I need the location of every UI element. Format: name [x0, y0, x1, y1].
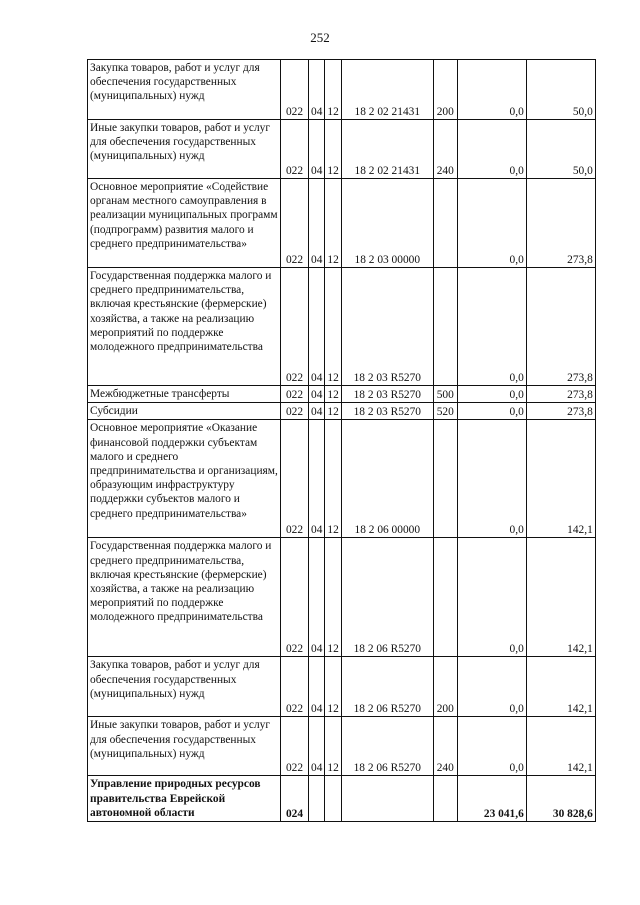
row-target-article: 18 2 03 R5270 [341, 268, 433, 386]
row-name: Управление природных ресурсов правительства Еврейской автономной области [88, 776, 281, 822]
row-ministry-code: 022 [281, 538, 309, 657]
row-amount-2: 30 828,6 [526, 776, 595, 822]
table-row [88, 120, 596, 179]
row-amount-2: 273,8 [526, 179, 595, 268]
row-target-article: 18 2 06 00000 [341, 420, 433, 538]
row-section-code: 04 [309, 386, 325, 403]
table-row [88, 403, 596, 420]
row-amount-1: 0,0 [457, 268, 526, 386]
row-name: Закупка товаров, работ и услуг для обеспечения государственных (муниципальных) нужд [88, 60, 281, 120]
row-target-article: 18 2 03 R5270 [341, 403, 433, 420]
row-ministry-code: 022 [281, 60, 309, 120]
row-expense-type: 200 [433, 657, 457, 717]
table-row [88, 268, 596, 386]
row-subsection-code: 12 [325, 120, 341, 179]
row-section-code: 04 [309, 120, 325, 179]
row-subsection-code: 12 [325, 179, 341, 268]
row-name: Закупка товаров, работ и услуг для обеспечения государственных (муниципальных) нужд [88, 657, 281, 717]
table-row [88, 538, 596, 657]
row-amount-2: 142,1 [526, 657, 595, 717]
row-ministry-code: 022 [281, 268, 309, 386]
row-subsection-code: 12 [325, 717, 341, 776]
row-ministry-code: 024 [281, 776, 309, 822]
row-subsection-code [325, 776, 341, 822]
row-subsection-code: 12 [325, 60, 341, 120]
row-section-code: 04 [309, 268, 325, 386]
row-expense-type: 240 [433, 120, 457, 179]
table-row [88, 60, 596, 120]
row-expense-type [433, 179, 457, 268]
row-section-code: 04 [309, 420, 325, 538]
row-subsection-code: 12 [325, 386, 341, 403]
table-row [88, 420, 596, 538]
page-number: 252 [310, 30, 330, 45]
row-expense-type: 240 [433, 717, 457, 776]
row-ministry-code: 022 [281, 120, 309, 179]
row-amount-1: 23 041,6 [457, 776, 526, 822]
row-amount-1: 0,0 [457, 386, 526, 403]
row-name: Иные закупки товаров, работ и услуг для обеспечения государственных (муниципальных) нужд [88, 717, 281, 776]
row-target-article: 18 2 06 R5270 [341, 538, 433, 657]
row-section-code [309, 776, 325, 822]
row-ministry-code: 022 [281, 403, 309, 420]
row-name: Основное мероприятие «Оказание финансовой поддержки субъектам малого и среднего предпринимательства и организациям, образующим инфраструктуру поддержки субъектов малого и среднего предпринимательства» [88, 420, 281, 538]
row-ministry-code: 022 [281, 420, 309, 538]
row-section-code: 04 [309, 717, 325, 776]
row-subsection-code: 12 [325, 420, 341, 538]
row-amount-1: 0,0 [457, 717, 526, 776]
row-amount-2: 50,0 [526, 120, 595, 179]
row-expense-type [433, 776, 457, 822]
row-name: Субсидии [88, 403, 281, 420]
row-amount-1: 0,0 [457, 179, 526, 268]
row-amount-2: 273,8 [526, 403, 595, 420]
row-section-code: 04 [309, 538, 325, 657]
row-amount-2: 142,1 [526, 538, 595, 657]
budget-table [87, 59, 596, 822]
row-amount-1: 0,0 [457, 657, 526, 717]
row-subsection-code: 12 [325, 403, 341, 420]
row-name: Иные закупки товаров, работ и услуг для обеспечения государственных (муниципальных) нужд [88, 120, 281, 179]
row-subsection-code: 12 [325, 268, 341, 386]
row-target-article: 18 2 03 R5270 [341, 386, 433, 403]
row-ministry-code: 022 [281, 657, 309, 717]
row-amount-1: 0,0 [457, 538, 526, 657]
row-amount-2: 50,0 [526, 60, 595, 120]
table-row [88, 776, 596, 822]
row-target-article [341, 776, 433, 822]
row-name: Основное мероприятие «Содействие органам местного самоуправления в реализации муниципальных программ (подпрограмм) развития малого и среднего предпринимательства» [88, 179, 281, 268]
row-subsection-code: 12 [325, 538, 341, 657]
row-expense-type [433, 420, 457, 538]
row-expense-type [433, 268, 457, 386]
row-amount-1: 0,0 [457, 120, 526, 179]
row-ministry-code: 022 [281, 386, 309, 403]
row-amount-1: 0,0 [457, 60, 526, 120]
row-amount-1: 0,0 [457, 420, 526, 538]
row-section-code: 04 [309, 60, 325, 120]
row-expense-type: 500 [433, 386, 457, 403]
row-amount-2: 273,8 [526, 386, 595, 403]
row-name: Межбюджетные трансферты [88, 386, 281, 403]
table-row [88, 179, 596, 268]
row-target-article: 18 2 06 R5270 [341, 657, 433, 717]
table-row [88, 657, 596, 717]
table-row [88, 717, 596, 776]
row-ministry-code: 022 [281, 179, 309, 268]
row-target-article: 18 2 06 R5270 [341, 717, 433, 776]
row-amount-1: 0,0 [457, 403, 526, 420]
row-expense-type: 200 [433, 60, 457, 120]
row-name: Государственная поддержка малого и среднего предпринимательства, включая крестьянские (фермерские) хозяйства, а также на реализацию мероприятий по поддержке молодежного предпринимательства [88, 268, 281, 386]
row-subsection-code: 12 [325, 657, 341, 717]
row-target-article: 18 2 03 00000 [341, 179, 433, 268]
row-section-code: 04 [309, 179, 325, 268]
table-row [88, 386, 596, 403]
row-section-code: 04 [309, 657, 325, 717]
row-name: Государственная поддержка малого и среднего предпринимательства, включая крестьянские (фермерские) хозяйства, а также на реализацию мероприятий по поддержке молодежного предпринимательства [88, 538, 281, 657]
row-amount-2: 273,8 [526, 268, 595, 386]
row-amount-2: 142,1 [526, 420, 595, 538]
row-expense-type: 520 [433, 403, 457, 420]
row-expense-type [433, 538, 457, 657]
row-target-article: 18 2 02 21431 [341, 120, 433, 179]
row-ministry-code: 022 [281, 717, 309, 776]
row-target-article: 18 2 02 21431 [341, 60, 433, 120]
row-section-code: 04 [309, 403, 325, 420]
row-amount-2: 142,1 [526, 717, 595, 776]
